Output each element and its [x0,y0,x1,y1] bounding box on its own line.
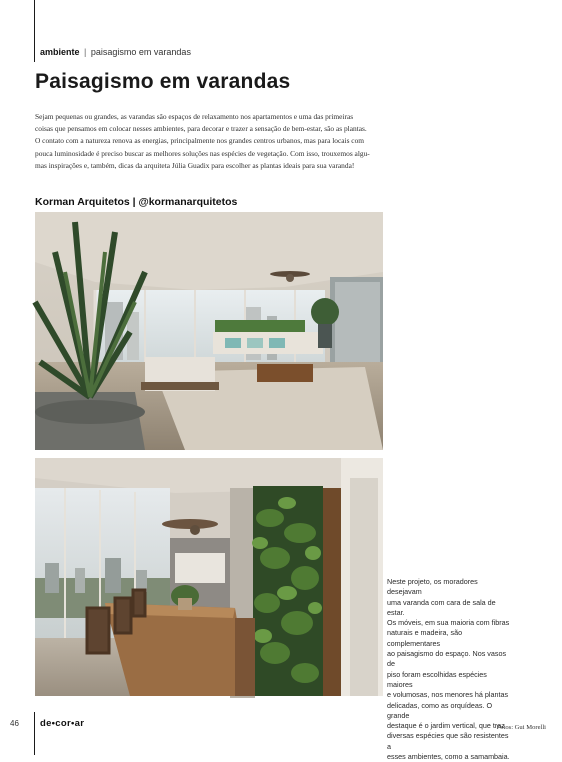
balcony-dining-photo [35,458,383,696]
page-number: 46 [10,719,19,728]
intro-paragraph [35,111,513,172]
intro-line: O contato com a natureza renova as energias, principalmente nos grandes centros urbanos, mas para locais com [35,136,365,146]
photo-credit: Fotos: Gui Morelli [496,724,546,731]
section-separator: | [84,47,87,57]
caption-line: diversas espécies que são resistentes a [387,731,509,751]
photo-caption [387,577,513,762]
architect-credit: Korman Arquitetos | @kormanarquitetos [35,196,238,208]
caption-line: delicadas, como as orquídeas. O grande [387,700,493,720]
caption-line: naturais e madeira, são complementares [387,628,463,648]
section-name: ambiente [40,47,80,57]
magazine-brand: de•cor•ar [40,718,85,729]
caption-line: uma varanda com cara de sala de estar. [387,597,496,617]
caption-line: piso foram escolhidas espécies maiores [387,669,487,689]
section-tag [40,47,191,57]
caption-line: e volumosas, nos menores há plantas [387,690,509,700]
bottom-vertical-rule [34,712,35,755]
top-vertical-rule [34,0,35,62]
intro-line: pouca luminosidade é preciso buscar as melhores soluções nas espécies de vegetação. Com isso, trouxemos algu- [35,148,370,158]
subsection-name: paisagismo em varandas [90,47,191,57]
caption-line: destaque é o jardim vertical, que traz [387,721,505,731]
caption-line: Neste projeto, os moradores desejavam [387,577,478,597]
page-title: Paisagismo em varandas [35,70,291,93]
intro-line: Sejam pequenas ou grandes, as varandas são espaços de relaxamento nos apartamentos e uma das primeiras [35,112,354,121]
caption-line: ao paisagismo do espaço. Nos vasos de [387,649,507,669]
balcony-living-photo [35,212,383,450]
intro-line: coisas que pensamos em colocar nesses ambientes, para decorar e trazer a sensação de bem-estar, são as plantas. [35,124,367,134]
intro-line: mas inspirações e, também, dicas da arquiteta Júlia Guadix para escolher as plantas ideais para sua varanda! [35,160,355,170]
caption-line: esses ambientes, como a samambaia. [387,752,510,762]
caption-line: Os móveis, em sua maioria com fibras [387,618,510,628]
